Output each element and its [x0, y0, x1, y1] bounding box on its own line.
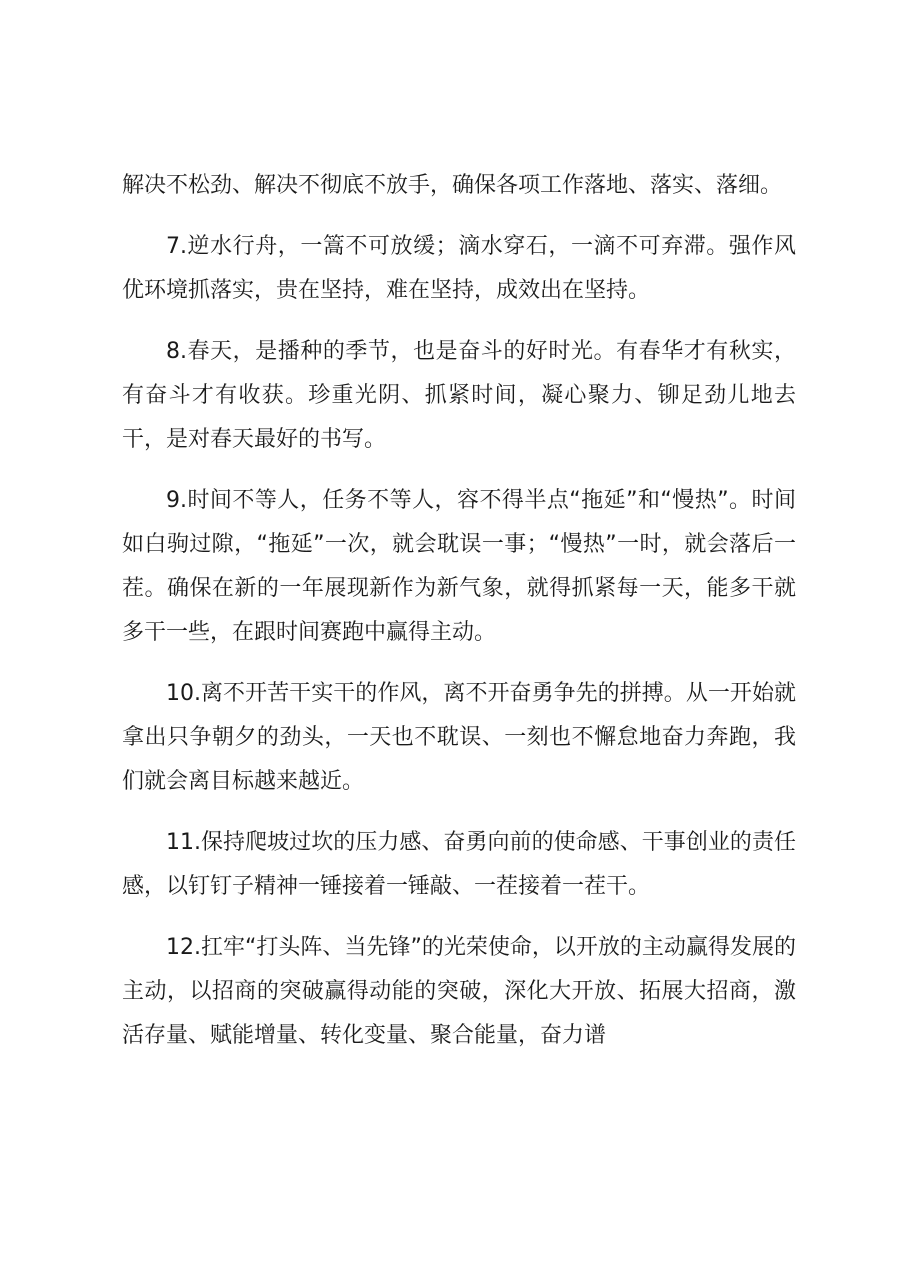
paragraph: [122, 926, 796, 1058]
text-line: 7.逆水行舟，一篙不可放缓；滴水穿石，一滴不可弃滞。强: [166, 234, 752, 259]
paragraph: [122, 479, 796, 655]
text-line: 展的主动，以招商的突破赢得动能的突破，深化大开放、拓展: [122, 935, 796, 1004]
paragraph: [122, 164, 796, 208]
text-line: 9.时间不等人，任务不等人，容不得半点“拖延”和“慢热”。: [166, 488, 752, 513]
text-line: 时间如白驹过隙，“拖延”一次，就会耽误一事；“慢热”一时，就: [122, 488, 796, 557]
paragraph: [122, 821, 796, 909]
paragraph: [122, 225, 796, 313]
text-line: 开始就拿出只争朝夕的劲头，一天也不耽误、一刻也不懈怠地: [122, 681, 796, 750]
text-line: 奋力奔跑，我们就会离目标越来越近。: [122, 725, 796, 794]
document-body: [122, 164, 796, 1075]
text-line: 10.离不开苦干实干的作风，离不开奋勇争先的拼搏。从一: [166, 681, 730, 706]
text-line: 8.春天，是播种的季节，也是奋斗的好时光。有春华才有秋: [166, 339, 752, 364]
text-line: 会落后一茬。确保在新的一年展现新作为新气象，就得抓紧每: [122, 532, 796, 601]
text-line: 一天，能多干就多干一些，在跟时间赛跑中赢得主动。: [122, 576, 796, 645]
text-line: 大招商，激活存量、赋能增量、转化变量、聚合能量，奋力谱: [122, 979, 796, 1048]
text-line: 12.扛牢“打头阵、当先锋”的光荣使命，以开放的主动赢得发: [166, 935, 752, 960]
text-line: 的责任感，以钉钉子精神一锤接着一锤敲、一茬接着一茬干。: [122, 830, 796, 899]
text-line: 落细。: [716, 173, 783, 198]
text-line: 11.保持爬坡过坎的压力感、奋勇向前的使命感、干事创业: [166, 830, 730, 855]
text-line: 作风优环境抓落实，贵在坚持，难在坚持，成效出在坚持。: [122, 234, 796, 303]
paragraph: [122, 672, 796, 804]
text-line: 劲儿地去干，是对春天最好的书写。: [122, 383, 796, 452]
text-line: 解决不松劲、解决不彻底不放手，确保各项工作落地、落实、: [122, 173, 717, 198]
text-line: 实，有奋斗才有收获。珍重光阴、抓紧时间，凝心聚力、铆足: [122, 339, 796, 408]
paragraph: [122, 330, 796, 462]
